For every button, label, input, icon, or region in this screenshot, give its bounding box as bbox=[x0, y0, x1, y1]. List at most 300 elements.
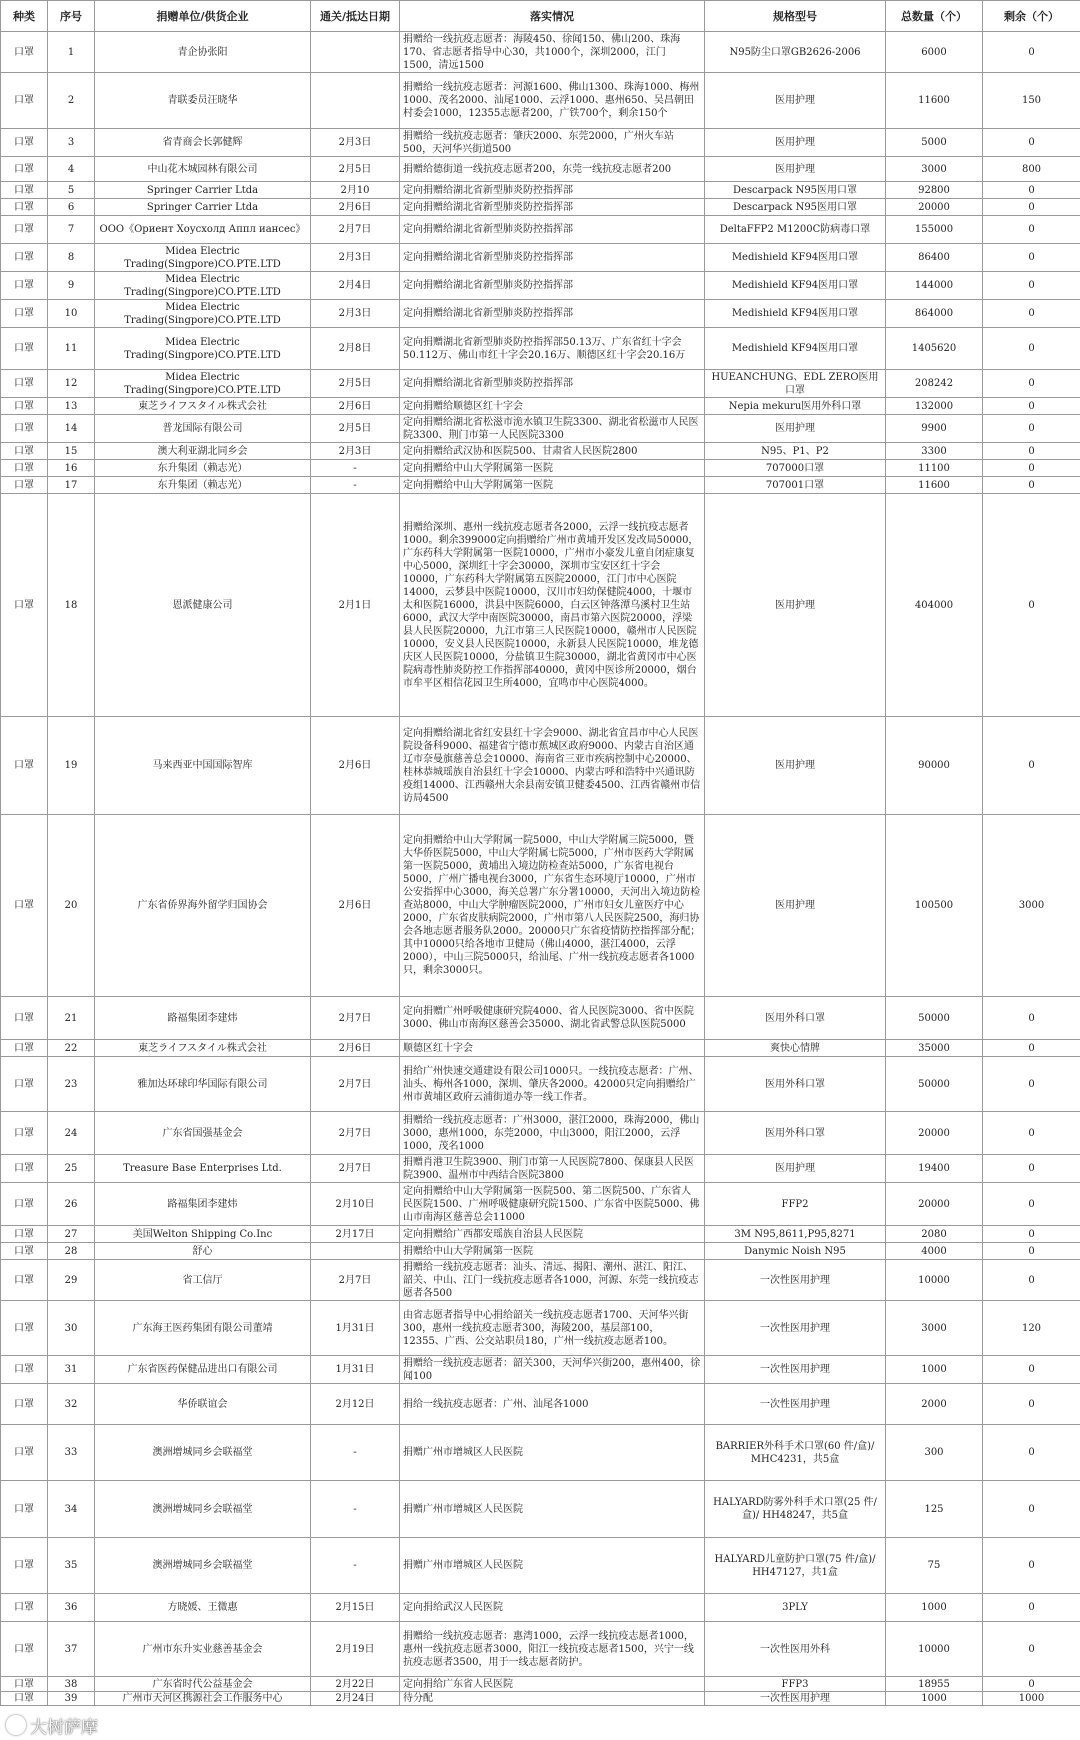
cell-donor: 广州市东升实业慈善基金会 bbox=[95, 1622, 311, 1677]
cell-type: 口罩 bbox=[1, 199, 48, 216]
cell-no: 30 bbox=[48, 1301, 95, 1356]
cell-no: 17 bbox=[48, 477, 95, 494]
cell-donor: 雅加达环球印华国际有限公司 bbox=[95, 1057, 311, 1112]
cell-type: 口罩 bbox=[1, 1692, 48, 1706]
cell-type: 口罩 bbox=[1, 815, 48, 997]
cell-date: 2月3日 bbox=[311, 129, 400, 157]
cell-spec: 医用护理 bbox=[705, 1155, 886, 1183]
cell-donor: Midea Electric Trading(Singpore)CO.PTE.LTD bbox=[95, 272, 311, 300]
cell-no: 13 bbox=[48, 398, 95, 415]
cell-date: - bbox=[311, 1481, 400, 1538]
cell-no: 24 bbox=[48, 1112, 95, 1155]
cell-total: 11600 bbox=[886, 477, 983, 494]
cell-type: 口罩 bbox=[1, 1112, 48, 1155]
cell-type: 口罩 bbox=[1, 73, 48, 129]
table-row bbox=[1, 1260, 1080, 1301]
cell-total: 92800 bbox=[886, 182, 983, 199]
cell-spec: 医用护理 bbox=[705, 494, 886, 717]
cell-donor: 澳洲增城同乡会联福堂 bbox=[95, 1425, 311, 1481]
cell-type: 口罩 bbox=[1, 460, 48, 477]
cell-no: 1 bbox=[48, 32, 95, 73]
cell-total: 144000 bbox=[886, 272, 983, 300]
cell-donor: 广东省时代公益基金会 bbox=[95, 1677, 311, 1692]
cell-type: 口罩 bbox=[1, 1425, 48, 1481]
cell-type: 口罩 bbox=[1, 1538, 48, 1594]
cell-detail: 定向捐给广东省人民医院 bbox=[400, 1677, 705, 1692]
cell-remain: 0 bbox=[983, 328, 1080, 370]
cell-remain: 0 bbox=[983, 1183, 1080, 1226]
header-date: 通关/抵达日期 bbox=[311, 1, 400, 32]
cell-detail: 定向捐赠给顺德区红十字会 bbox=[400, 398, 705, 415]
cell-spec: 一次性医用护理 bbox=[705, 1356, 886, 1384]
header-detail: 落实情况 bbox=[400, 1, 705, 32]
cell-remain: 0 bbox=[983, 460, 1080, 477]
cell-detail: 捐赠给一线抗疫志愿者：海陵450、徐闻150、佛山200、珠海170、省志愿者指导中心30，共1000个，深圳2000，江门1500，清远1500 bbox=[400, 32, 705, 73]
header-no: 序号 bbox=[48, 1, 95, 32]
cell-detail: 定向捐赠给湖北省新型肺炎防控指挥部 bbox=[400, 182, 705, 199]
cell-total: 1000 bbox=[886, 1594, 983, 1622]
header-donor: 捐赠单位/供货企业 bbox=[95, 1, 311, 32]
cell-date: 2月5日 bbox=[311, 415, 400, 443]
cell-donor: 路福集团李建炜 bbox=[95, 997, 311, 1040]
cell-detail: 定向捐赠给中山大学附属一院5000，中山大学附属三院5000，暨大华侨医院5000，中山大学附属七院5000，广州市医药大学附属第一医院5000，黄埔出入境边防检查站5000，广东省电视台5000，广州广播电视台3000，广东省生态环境厅10000，广州市公安指挥中心3000，海关总署广东分署10000，天河出入境边防检查站8000，中山大学肿瘤医院2000，广州市妇女儿童医疗中心2000，广东省皮肤病院2000，广州市第八人民医院2500，海归协会各地志愿者服务队2000。20000只广东省疫情防控指挥部分配；其中10000只给各地市卫健局（佛山4000，湛江4000，云浮2000），中山三院5000只，给汕尾、广州一线抗疫志愿者各1000只，剩余3000只。 bbox=[400, 815, 705, 997]
cell-spec: Danymic Noish N95 bbox=[705, 1243, 886, 1260]
cell-total: 155000 bbox=[886, 216, 983, 244]
cell-no: 35 bbox=[48, 1538, 95, 1594]
cell-no: 5 bbox=[48, 182, 95, 199]
cell-remain: 0 bbox=[983, 32, 1080, 73]
cell-donor: 美国Welton Shipping Co.Inc bbox=[95, 1226, 311, 1243]
cell-remain: 0 bbox=[983, 1356, 1080, 1384]
table-row bbox=[1, 1594, 1080, 1622]
header-type: 种类 bbox=[1, 1, 48, 32]
cell-date: 2月7日 bbox=[311, 1155, 400, 1183]
cell-spec: Medishield KF94医用口罩 bbox=[705, 328, 886, 370]
table-row bbox=[1, 398, 1080, 415]
cell-detail: 捐赠给一线抗疫志愿者：肇庆2000、东莞2000，广州火车站500，天河华兴街道500 bbox=[400, 129, 705, 157]
cell-type: 口罩 bbox=[1, 997, 48, 1040]
cell-no: 31 bbox=[48, 1356, 95, 1384]
table-row bbox=[1, 244, 1080, 272]
cell-no: 29 bbox=[48, 1260, 95, 1301]
cell-donor: 方晓媛、王微惠 bbox=[95, 1594, 311, 1622]
cell-type: 口罩 bbox=[1, 244, 48, 272]
cell-type: 口罩 bbox=[1, 272, 48, 300]
table-row bbox=[1, 1226, 1080, 1243]
table-row bbox=[1, 1384, 1080, 1425]
cell-date: 1月31日 bbox=[311, 1301, 400, 1356]
cell-remain: 1000 bbox=[983, 1692, 1080, 1706]
table-row bbox=[1, 460, 1080, 477]
cell-donor: 東芝ライフスタイル株式会社 bbox=[95, 1040, 311, 1057]
cell-date: 2月6日 bbox=[311, 1040, 400, 1057]
cell-donor: 省工信厅 bbox=[95, 1260, 311, 1301]
cell-spec: 一次性医用外科 bbox=[705, 1622, 886, 1677]
cell-total: 3000 bbox=[886, 157, 983, 182]
cell-no: 18 bbox=[48, 494, 95, 717]
cell-no: 19 bbox=[48, 717, 95, 815]
cell-donor: Midea Electric Trading(Singpore)CO.PTE.LTD bbox=[95, 328, 311, 370]
table-row bbox=[1, 477, 1080, 494]
cell-donor: Springer Carrier Ltda bbox=[95, 182, 311, 199]
cell-total: 208242 bbox=[886, 370, 983, 398]
cell-spec: 一次性医用护理 bbox=[705, 1260, 886, 1301]
cell-remain: 0 bbox=[983, 1538, 1080, 1594]
cell-spec: Descarpack N95医用口罩 bbox=[705, 199, 886, 216]
header-row bbox=[1, 1, 1080, 32]
cell-type: 口罩 bbox=[1, 1384, 48, 1425]
cell-remain: 0 bbox=[983, 1112, 1080, 1155]
cell-donor: 澳大利亚湖北同乡会 bbox=[95, 443, 311, 460]
table-row bbox=[1, 1057, 1080, 1112]
cell-no: 28 bbox=[48, 1243, 95, 1260]
table-row bbox=[1, 717, 1080, 815]
cell-remain: 0 bbox=[983, 216, 1080, 244]
cell-no: 14 bbox=[48, 415, 95, 443]
cell-detail: 捐赠给深圳、惠州一线抗疫志愿者各2000，云浮一线抗疫志愿者1000。剩余399000定向捐赠给广州市黄埔开发区发改局50000，广东药科大学附属第一医院10000，广州市小豪发儿童自闭症康复中心5000，深圳红十字会30000，深圳市宝安区红十字会10000，广东药科大学附属第五医院20000，江门市中心医院14000，云梦县中医院10000，汉川市妇幼保健院4000，十堰市太和医院16000，洪县中医院6000，白云区钟落潭乌溪村卫生站6000，武汉大学中南医院30000，南昌市第六医院20000，浮梁县人民医院20000，九江市第三人民医院10000，赣州市人民医院10000，安义县人民医院10000，永新县人民医院10000，堆龙德庆区人民医院10000，分盐镇卫生院30000，湖北省黄冈市中心医院病毒性肺炎防控工作指挥部40000，黄冈中医诊所20000，烟台市牟平区相信花园卫生所4000，宜鸣市中心医院4000。 bbox=[400, 494, 705, 717]
cell-detail: 定向捐赠给中山大学附属第一医院 bbox=[400, 460, 705, 477]
cell-type: 口罩 bbox=[1, 1040, 48, 1057]
cell-detail: 捐赠肖港卫生院3900、荆门市第一人民医院7800、保康县人民医院3900、温州市中西结合医院3800 bbox=[400, 1155, 705, 1183]
cell-total: 3000 bbox=[886, 1301, 983, 1356]
cell-no: 39 bbox=[48, 1692, 95, 1706]
cell-donor: Treasure Base Enterprises Ltd. bbox=[95, 1155, 311, 1183]
cell-spec: 一次性医用护理 bbox=[705, 1301, 886, 1356]
cell-detail: 待分配 bbox=[400, 1692, 705, 1706]
cell-spec: N95防尘口罩GB2626-2006 bbox=[705, 32, 886, 73]
cell-spec: 医用护理 bbox=[705, 717, 886, 815]
cell-type: 口罩 bbox=[1, 216, 48, 244]
cell-remain: 0 bbox=[983, 415, 1080, 443]
cell-remain: 0 bbox=[983, 300, 1080, 328]
table-row bbox=[1, 73, 1080, 129]
cell-date: 2月22日 bbox=[311, 1677, 400, 1692]
cell-spec: 医用护理 bbox=[705, 157, 886, 182]
cell-type: 口罩 bbox=[1, 1243, 48, 1260]
cell-date: 2月7日 bbox=[311, 216, 400, 244]
cell-detail: 定向捐给武汉人民医院 bbox=[400, 1594, 705, 1622]
cell-total: 50000 bbox=[886, 1057, 983, 1112]
cell-donor: Midea Electric Trading(Singpore)CO.PTE.LTD bbox=[95, 244, 311, 272]
cell-spec: Descarpack N95医用口罩 bbox=[705, 182, 886, 199]
cell-date: 2月4日 bbox=[311, 272, 400, 300]
cell-date: 2月3日 bbox=[311, 300, 400, 328]
cell-total: 125 bbox=[886, 1481, 983, 1538]
cell-remain: 0 bbox=[983, 997, 1080, 1040]
cell-detail: 捐赠给中山大学附属第一医院 bbox=[400, 1243, 705, 1260]
cell-spec: 医用护理 bbox=[705, 415, 886, 443]
table-row bbox=[1, 300, 1080, 328]
cell-no: 10 bbox=[48, 300, 95, 328]
cell-no: 32 bbox=[48, 1384, 95, 1425]
cell-total: 1405620 bbox=[886, 328, 983, 370]
cell-donor: 東芝ライフスタイル株式会社 bbox=[95, 398, 311, 415]
cell-spec: HUEANCHUNG、EDL ZERO医用口罩 bbox=[705, 370, 886, 398]
cell-detail: 定向捐赠给湖北省新型肺炎防控指挥部 bbox=[400, 370, 705, 398]
cell-detail: 捐赠广州市增城区人民医院 bbox=[400, 1538, 705, 1594]
cell-total: 864000 bbox=[886, 300, 983, 328]
table-row bbox=[1, 1622, 1080, 1677]
cell-spec: 3PLY bbox=[705, 1594, 886, 1622]
cell-detail: 捐赠给一线抗疫志愿者：韶关300，天河华兴街200，惠州400，徐闻100 bbox=[400, 1356, 705, 1384]
cell-donor: 舒心 bbox=[95, 1243, 311, 1260]
cell-spec: Nepia mekuru医用外科口罩 bbox=[705, 398, 886, 415]
cell-type: 口罩 bbox=[1, 1622, 48, 1677]
cell-type: 口罩 bbox=[1, 477, 48, 494]
cell-no: 27 bbox=[48, 1226, 95, 1243]
watermark-logo-icon bbox=[6, 1715, 26, 1735]
cell-detail: 定向捐赠给湖北省新型肺炎防控指挥部 bbox=[400, 216, 705, 244]
cell-total: 20000 bbox=[886, 1183, 983, 1226]
cell-type: 口罩 bbox=[1, 300, 48, 328]
cell-donor: Midea Electric Trading(Singpore)CO.PTE.LTD bbox=[95, 370, 311, 398]
cell-remain: 0 bbox=[983, 443, 1080, 460]
cell-no: 21 bbox=[48, 997, 95, 1040]
table-row bbox=[1, 1183, 1080, 1226]
cell-date: 2月6日 bbox=[311, 398, 400, 415]
cell-remain: 0 bbox=[983, 494, 1080, 717]
cell-type: 口罩 bbox=[1, 32, 48, 73]
cell-spec: 医用外科口罩 bbox=[705, 997, 886, 1040]
cell-detail: 定向捐赠给湖北省新型肺炎防控指挥部 bbox=[400, 199, 705, 216]
cell-no: 36 bbox=[48, 1594, 95, 1622]
cell-donor: Springer Carrier Ltda bbox=[95, 199, 311, 216]
cell-total: 6000 bbox=[886, 32, 983, 73]
cell-detail: 定向捐赠给湖北省红安县红十字会9000、湖北省宜昌市中心人民医院设备科9000、福建省宁德市蕉城区政府9000、内蒙古自治区通辽市奈曼旗慈善总会10000、海南省三亚市疾病控制中心20000、桂林恭城瑶族自治县红十字会10000、内蒙古呼和浩特中兴通讯防疫组14000、江西赣州大余县南安镇卫健委4500、江西省赣州市信访局4500 bbox=[400, 717, 705, 815]
cell-total: 300 bbox=[886, 1425, 983, 1481]
cell-detail: 捐给广州快速交通建设有限公司1000只。一线抗疫志愿者：广州、汕头、梅州各1000，深圳、肇庆各2000。42000只定向捐赠给广州市黄埔区政府云浦街道办等一线工作者。 bbox=[400, 1057, 705, 1112]
header-total: 总数量（个） bbox=[886, 1, 983, 32]
table-row bbox=[1, 272, 1080, 300]
cell-remain: 0 bbox=[983, 1594, 1080, 1622]
cell-date bbox=[311, 1243, 400, 1260]
cell-total: 9900 bbox=[886, 415, 983, 443]
cell-donor: 广东省国强基金会 bbox=[95, 1112, 311, 1155]
cell-total: 11600 bbox=[886, 73, 983, 129]
cell-total: 10000 bbox=[886, 1622, 983, 1677]
cell-remain: 150 bbox=[983, 73, 1080, 129]
cell-total: 1000 bbox=[886, 1692, 983, 1706]
cell-total: 90000 bbox=[886, 717, 983, 815]
cell-remain: 0 bbox=[983, 244, 1080, 272]
cell-type: 口罩 bbox=[1, 1226, 48, 1243]
cell-type: 口罩 bbox=[1, 415, 48, 443]
cell-detail: 定向捐赠给中山大学附属第一医院500、第二医院500、广东省人民医院1500、广州呼吸健康研究院1500、广东省中医院5000、佛山市南海区慈善总会11000 bbox=[400, 1183, 705, 1226]
watermark-text: 大树萨摩 bbox=[30, 1717, 98, 1738]
cell-date: 2月7日 bbox=[311, 1260, 400, 1301]
cell-date: 2月3日 bbox=[311, 443, 400, 460]
cell-donor: 普龙国际有限公司 bbox=[95, 415, 311, 443]
cell-remain: 0 bbox=[983, 1057, 1080, 1112]
cell-total: 11100 bbox=[886, 460, 983, 477]
watermark bbox=[0, 1712, 104, 1738]
cell-total: 3300 bbox=[886, 443, 983, 460]
cell-detail: 定向捐赠给广西都安瑶族自治县人民医院 bbox=[400, 1226, 705, 1243]
cell-donor: 广东省医药保健品进出口有限公司 bbox=[95, 1356, 311, 1384]
cell-total: 20000 bbox=[886, 1112, 983, 1155]
cell-no: 26 bbox=[48, 1183, 95, 1226]
cell-remain: 800 bbox=[983, 157, 1080, 182]
cell-remain: 0 bbox=[983, 1384, 1080, 1425]
cell-type: 口罩 bbox=[1, 157, 48, 182]
cell-spec: 爽快心情牌 bbox=[705, 1040, 886, 1057]
cell-donor: 青联委员汪晓华 bbox=[95, 73, 311, 129]
cell-remain: 0 bbox=[983, 1040, 1080, 1057]
cell-total: 2080 bbox=[886, 1226, 983, 1243]
cell-donor: 恩派健康公司 bbox=[95, 494, 311, 717]
cell-total: 20000 bbox=[886, 199, 983, 216]
cell-detail: 定向捐赠给武汉协和医院500、甘肃省人民医院2800 bbox=[400, 443, 705, 460]
cell-no: 23 bbox=[48, 1057, 95, 1112]
cell-remain: 0 bbox=[983, 1226, 1080, 1243]
cell-remain: 0 bbox=[983, 272, 1080, 300]
cell-spec: HALYARD儿童防护口罩(75 件/盒)/ HH47127，共1盒 bbox=[705, 1538, 886, 1594]
cell-donor: 马来西亚中国国际智库 bbox=[95, 717, 311, 815]
cell-detail: 定向捐赠给湖北省新型肺炎防控指挥部 bbox=[400, 244, 705, 272]
cell-no: 6 bbox=[48, 199, 95, 216]
cell-detail: 捐赠给一线抗疫志愿者：河源1600、佛山1300、珠海1000、梅州1000、茂名2000、汕尾1000、云浮1000、惠州650、吴昌朝田村委会1000，12355志愿者200，广铁700个，剩余150个 bbox=[400, 73, 705, 129]
cell-detail: 定向捐赠给湖北省新型肺炎防控指挥部 bbox=[400, 272, 705, 300]
cell-detail: 捐赠广州市增城区人民医院 bbox=[400, 1481, 705, 1538]
cell-date: - bbox=[311, 477, 400, 494]
cell-type: 口罩 bbox=[1, 1481, 48, 1538]
cell-date: 2月3日 bbox=[311, 244, 400, 272]
table-row bbox=[1, 1356, 1080, 1384]
cell-spec: DeltaFFP2 M1200C防病毒口罩 bbox=[705, 216, 886, 244]
cell-detail: 定向捐赠广州呼吸健康研究院4000、省人民医院3000、省中医院3000、佛山市南海区慈善会35000、湖北省武警总队医院5000 bbox=[400, 997, 705, 1040]
cell-type: 口罩 bbox=[1, 1356, 48, 1384]
cell-no: 11 bbox=[48, 328, 95, 370]
cell-no: 12 bbox=[48, 370, 95, 398]
cell-spec: 一次性医用护理 bbox=[705, 1692, 886, 1706]
table-row bbox=[1, 494, 1080, 717]
cell-spec: 医用外科口罩 bbox=[705, 1112, 886, 1155]
cell-total: 50000 bbox=[886, 997, 983, 1040]
table-row bbox=[1, 1538, 1080, 1594]
cell-detail: 捐赠给德街道一线抗疫志愿者200，东莞一线抗疫志愿者200 bbox=[400, 157, 705, 182]
cell-total: 4000 bbox=[886, 1243, 983, 1260]
table-row bbox=[1, 199, 1080, 216]
cell-donor: 华侨联谊会 bbox=[95, 1384, 311, 1425]
cell-no: 16 bbox=[48, 460, 95, 477]
cell-type: 口罩 bbox=[1, 1594, 48, 1622]
table-row bbox=[1, 129, 1080, 157]
cell-donor: 路福集团李建炜 bbox=[95, 1183, 311, 1226]
cell-date: 2月5日 bbox=[311, 370, 400, 398]
cell-donor: 东升集团（赖志光） bbox=[95, 477, 311, 494]
cell-date: 2月10日 bbox=[311, 1183, 400, 1226]
cell-remain: 0 bbox=[983, 1677, 1080, 1692]
cell-no: 8 bbox=[48, 244, 95, 272]
cell-remain: 0 bbox=[983, 1243, 1080, 1260]
cell-donor: 省青商会长郭健辉 bbox=[95, 129, 311, 157]
cell-detail: 捐赠给一线抗疫志愿者：汕头、清远、揭阳、潮州、湛江、阳江、韶关、中山、江门一线抗疫志愿者各1000，河源、东莞一线抗疫志愿者各500 bbox=[400, 1260, 705, 1301]
cell-no: 37 bbox=[48, 1622, 95, 1677]
cell-spec: 医用护理 bbox=[705, 815, 886, 997]
cell-donor: 广东省侨界海外留学归国协会 bbox=[95, 815, 311, 997]
cell-remain: 0 bbox=[983, 182, 1080, 199]
table-row bbox=[1, 815, 1080, 997]
cell-date: 2月7日 bbox=[311, 997, 400, 1040]
cell-no: 3 bbox=[48, 129, 95, 157]
cell-total: 132000 bbox=[886, 398, 983, 415]
cell-type: 口罩 bbox=[1, 370, 48, 398]
cell-spec: 医用外科口罩 bbox=[705, 1057, 886, 1112]
cell-no: 33 bbox=[48, 1425, 95, 1481]
header-remain: 剩余（个） bbox=[983, 1, 1080, 32]
cell-date: 2月19日 bbox=[311, 1622, 400, 1677]
cell-spec: 707000口罩 bbox=[705, 460, 886, 477]
cell-detail: 捐给一线抗疫志愿者：广州、汕尾各1000 bbox=[400, 1384, 705, 1425]
cell-total: 1000 bbox=[886, 1356, 983, 1384]
cell-donor: 澳洲增城同乡会联福堂 bbox=[95, 1481, 311, 1538]
cell-detail: 捐赠广州市增城区人民医院 bbox=[400, 1425, 705, 1481]
cell-type: 口罩 bbox=[1, 1057, 48, 1112]
cell-spec: FFP2 bbox=[705, 1183, 886, 1226]
cell-spec: BARRIER外科手术口罩(60 件/盒)/ MHC4231，共5盒 bbox=[705, 1425, 886, 1481]
table-row bbox=[1, 1301, 1080, 1356]
cell-type: 口罩 bbox=[1, 443, 48, 460]
cell-no: 38 bbox=[48, 1677, 95, 1692]
table-row bbox=[1, 1425, 1080, 1481]
cell-type: 口罩 bbox=[1, 328, 48, 370]
table-row bbox=[1, 415, 1080, 443]
table-row bbox=[1, 157, 1080, 182]
cell-no: 2 bbox=[48, 73, 95, 129]
table-row bbox=[1, 1040, 1080, 1057]
cell-date: 2月6日 bbox=[311, 717, 400, 815]
cell-remain: 0 bbox=[983, 1260, 1080, 1301]
cell-donor: 广东海王医药集团有限公司董靖 bbox=[95, 1301, 311, 1356]
cell-remain: 120 bbox=[983, 1301, 1080, 1356]
cell-donor: Midea Electric Trading(Singpore)CO.PTE.LTD bbox=[95, 300, 311, 328]
cell-detail: 定向捐赠湖北省新型肺炎防控指挥部50.13万、广东省红十字会50.112万、佛山市红十字会20.16万、顺德区红十字会20.16万 bbox=[400, 328, 705, 370]
cell-date: - bbox=[311, 1425, 400, 1481]
cell-total: 19400 bbox=[886, 1155, 983, 1183]
cell-spec: 医用护理 bbox=[705, 73, 886, 129]
table-row bbox=[1, 1692, 1080, 1706]
cell-date bbox=[311, 32, 400, 73]
cell-date: 2月7日 bbox=[311, 1112, 400, 1155]
cell-remain: 0 bbox=[983, 1622, 1080, 1677]
cell-detail: 定向捐赠给湖北省新型肺炎防控指挥部 bbox=[400, 300, 705, 328]
cell-spec: 3M N95,8611,P95,8271 bbox=[705, 1226, 886, 1243]
cell-total: 35000 bbox=[886, 1040, 983, 1057]
cell-date: 2月12日 bbox=[311, 1384, 400, 1425]
cell-remain: 0 bbox=[983, 129, 1080, 157]
cell-no: 7 bbox=[48, 216, 95, 244]
cell-donor: 青企协张阳 bbox=[95, 32, 311, 73]
cell-date: 2月1日 bbox=[311, 494, 400, 717]
cell-spec: Medishield KF94医用口罩 bbox=[705, 272, 886, 300]
cell-type: 口罩 bbox=[1, 398, 48, 415]
cell-date: - bbox=[311, 1538, 400, 1594]
cell-detail: 定向捐赠给中山大学附属第一医院 bbox=[400, 477, 705, 494]
cell-type: 口罩 bbox=[1, 717, 48, 815]
table-row bbox=[1, 1112, 1080, 1155]
cell-donor: 中山花木城园林有限公司 bbox=[95, 157, 311, 182]
cell-spec: N95、P1、P2 bbox=[705, 443, 886, 460]
cell-date: 2月5日 bbox=[311, 157, 400, 182]
cell-remain: 3000 bbox=[983, 815, 1080, 997]
cell-type: 口罩 bbox=[1, 1155, 48, 1183]
cell-date: - bbox=[311, 460, 400, 477]
cell-donor: 澳洲增城同乡会联福堂 bbox=[95, 1538, 311, 1594]
cell-date: 2月7日 bbox=[311, 1057, 400, 1112]
cell-date: 1月31日 bbox=[311, 1356, 400, 1384]
cell-no: 9 bbox=[48, 272, 95, 300]
cell-total: 10000 bbox=[886, 1260, 983, 1301]
